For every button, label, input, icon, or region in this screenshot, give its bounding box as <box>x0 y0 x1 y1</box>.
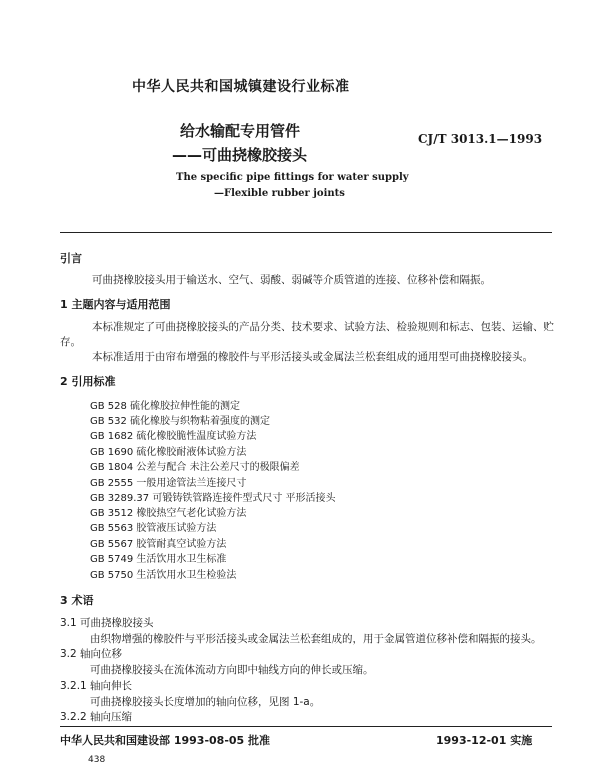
term-3-2-1-definition: 可曲挠橡胶接头长度增加的轴向位移，见图 1-a。 <box>90 696 321 708</box>
ref-item: GB 1804 公差与配合 未注公差尺寸的极限偏差 <box>90 462 300 473</box>
issuer-title: 中华人民共和国城镇建设行业标准 <box>132 79 350 95</box>
ref-item: GB 5749 生活饮用水卫生标准 <box>90 554 227 565</box>
ref-item: GB 5563 胶管液压试验方法 <box>90 523 217 534</box>
page-number: 438 <box>88 755 106 765</box>
section3-heading: 3 术语 <box>60 594 94 607</box>
ref-item: GB 3289.37 可锻铸铁管路连接件型式尺寸 平形活接头 <box>90 493 336 504</box>
term-3-2-definition: 可曲挠橡胶接头在流体流动方向即中轴线方向的伸长或压缩。 <box>90 664 374 676</box>
intro-text: 可曲挠橡胶接头用于输送水、空气、弱酸、弱碱等介质管道的连接、位移补偿和隔振。 <box>92 274 491 286</box>
section1-para1-line2: 存。 <box>60 336 81 348</box>
section1-para1-line1: 本标准规定了可曲挠橡胶接头的产品分类、技术要求、试验方法、检验规则和标志、包装、运输、贮 <box>92 321 554 333</box>
term-3-1-label: 3.1 可曲挠橡胶接头 <box>60 617 154 629</box>
ref-item: GB 3512 橡胶热空气老化试验方法 <box>90 508 247 519</box>
approval-date: 中华人民共和国建设部 1993-08-05 批准 <box>60 734 271 747</box>
ref-item: GB 2555 一般用途管法兰连接尺寸 <box>90 478 247 489</box>
standard-title-line1: 给水输配专用管件 <box>180 122 301 140</box>
section1-heading: 1 主题内容与适用范围 <box>60 298 171 311</box>
standard-title-line2: ——可曲挠橡胶接头 <box>172 146 308 164</box>
english-title-line1: The specific pipe fittings for water supply <box>176 172 409 183</box>
english-title-line2: —Flexible rubber joints <box>214 188 345 199</box>
term-3-2-1-label: 3.2.1 轴向伸长 <box>60 680 133 692</box>
footer-rule <box>60 726 552 727</box>
term-3-2-label: 3.2 轴向位移 <box>60 648 123 660</box>
term-3-2-2-label: 3.2.2 轴向压缩 <box>60 711 133 723</box>
header-rule <box>60 232 552 233</box>
section2-heading: 2 引用标准 <box>60 375 116 388</box>
ref-item: GB 5567 胶管耐真空试验方法 <box>90 539 227 550</box>
section1-para2: 本标准适用于由帘布增强的橡胶件与平形活接头或金属法兰松套组成的通用型可曲挠橡胶接头。 <box>92 351 533 363</box>
intro-heading: 引言 <box>60 252 82 265</box>
ref-item: GB 1690 硫化橡胶耐液体试验方法 <box>90 447 247 458</box>
term-3-1-definition: 由织物增强的橡胶件与平形活接头或金属法兰松套组成的，用于金属管道位移补偿和隔振的接头。 <box>90 633 542 645</box>
ref-item: GB 532 硫化橡胶与织物粘着强度的测定 <box>90 416 271 427</box>
ref-item: GB 5750 生活饮用水卫生检验法 <box>90 570 237 581</box>
ref-item: GB 1682 硫化橡胶脆性温度试验方法 <box>90 431 257 442</box>
standard-number: CJ/T 3013.1—1993 <box>418 132 543 146</box>
ref-item: GB 528 硫化橡胶拉伸性能的测定 <box>90 401 241 412</box>
effective-date: 1993-12-01 实施 <box>436 734 533 747</box>
